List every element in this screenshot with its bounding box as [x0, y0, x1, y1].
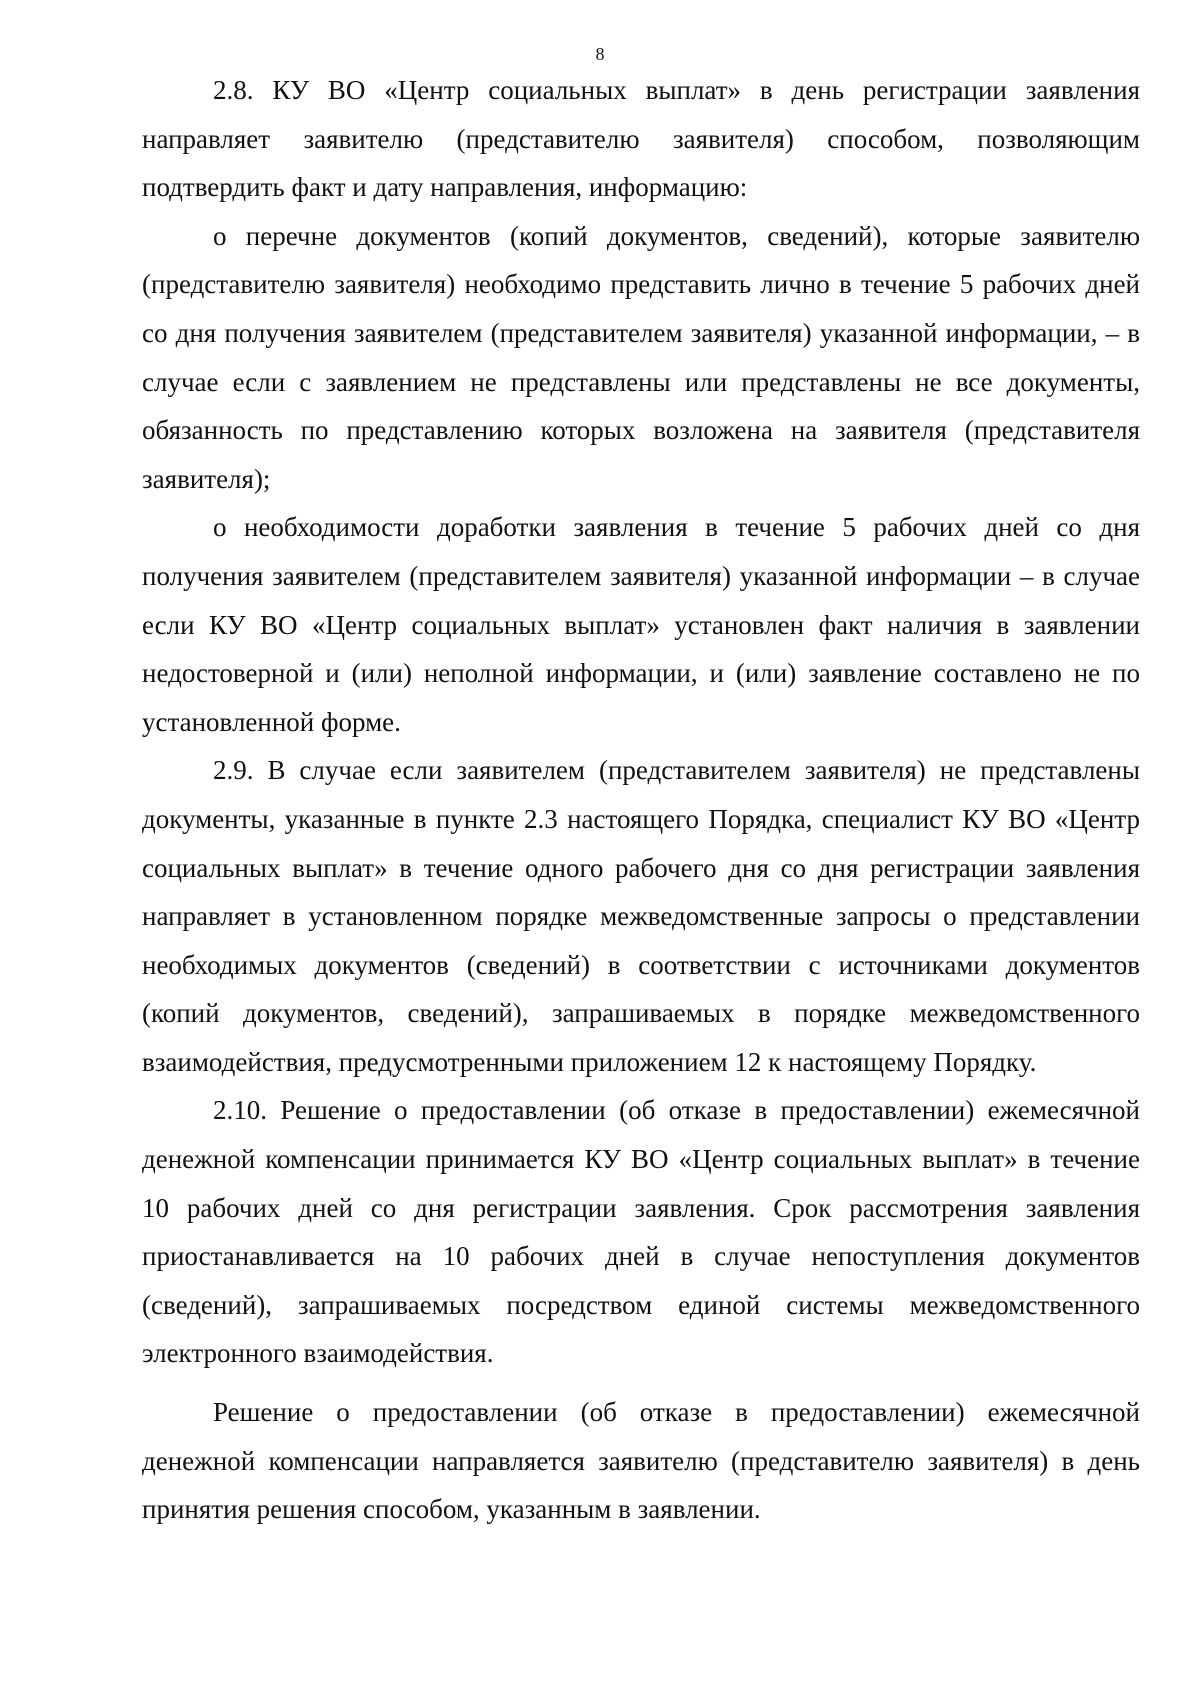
paragraph-revision-needed: о необходимости доработки заявления в течение 5 рабочих дней со дня получения заявителем (представителем заявителя) указанной информации – в случае если КУ ВО «Центр социальных выплат» установлен факт наличия в заявлении недостоверной и (или) неполной информации, и (или) заявление составлено не по установленной форме.	[142, 512, 1140, 737]
paragraph-2-9: 2.9. В случае если заявителем (представителем заявителя) не представлены документы, указанные в пункте 2.3 настоящего Порядка, специалист КУ ВО «Центр социальных выплат» в течение одного рабочего дня со дня регистрации заявления направляет в установленном порядке межведомственные запросы о представлении необходимых документов (сведений) в соответствии с источниками документов (копий документов, сведений), запрашиваемых в порядке межведомственного взаимодействия, предусмотренными приложением 12 к настоящему Порядку.	[142, 755, 1140, 1077]
paragraph-2-10: 2.10. Решение о предоставлении (об отказе в предоставлении) ежемесячной денежной компенсации принимается КУ ВО «Центр социальных выплат» в течение 10 рабочих дней со дня регистрации заявления. Срок рассмотрения заявления приостанавливается на 10 рабочих дней в случае непоступления документов (сведений), запрашиваемых посредством единой системы межведомственного электронного взаимодействия.	[142, 1095, 1140, 1369]
paragraph-documents-list: о перечне документов (копий документов, сведений), которые заявителю (представителю заявителя) необходимо представить лично в течение 5 рабочих дней со дня получения заявителем (представителем заявителя) указанной информации, – в случае если с заявлением не представлены или представлены не все документы, обязанность по представлению которых возложена на заявителя (представителя заявителя);	[142, 220, 1140, 494]
document-body	[142, 66, 1140, 1534]
paragraph-2-8: 2.8. КУ ВО «Центр социальных выплат» в день регистрации заявления направляет заявителю (представителю заявителя) способом, позволяющим подтвердить факт и дату направления, информацию:	[142, 75, 1140, 203]
page-number: 8	[595, 44, 605, 64]
paragraph-decision-notice: Решение о предоставлении (об отказе в предоставлении) ежемесячной денежной компенсации направляется заявителю (представителю заявителя) в день принятия решения способом, указанным в заявлении.	[142, 1397, 1140, 1525]
